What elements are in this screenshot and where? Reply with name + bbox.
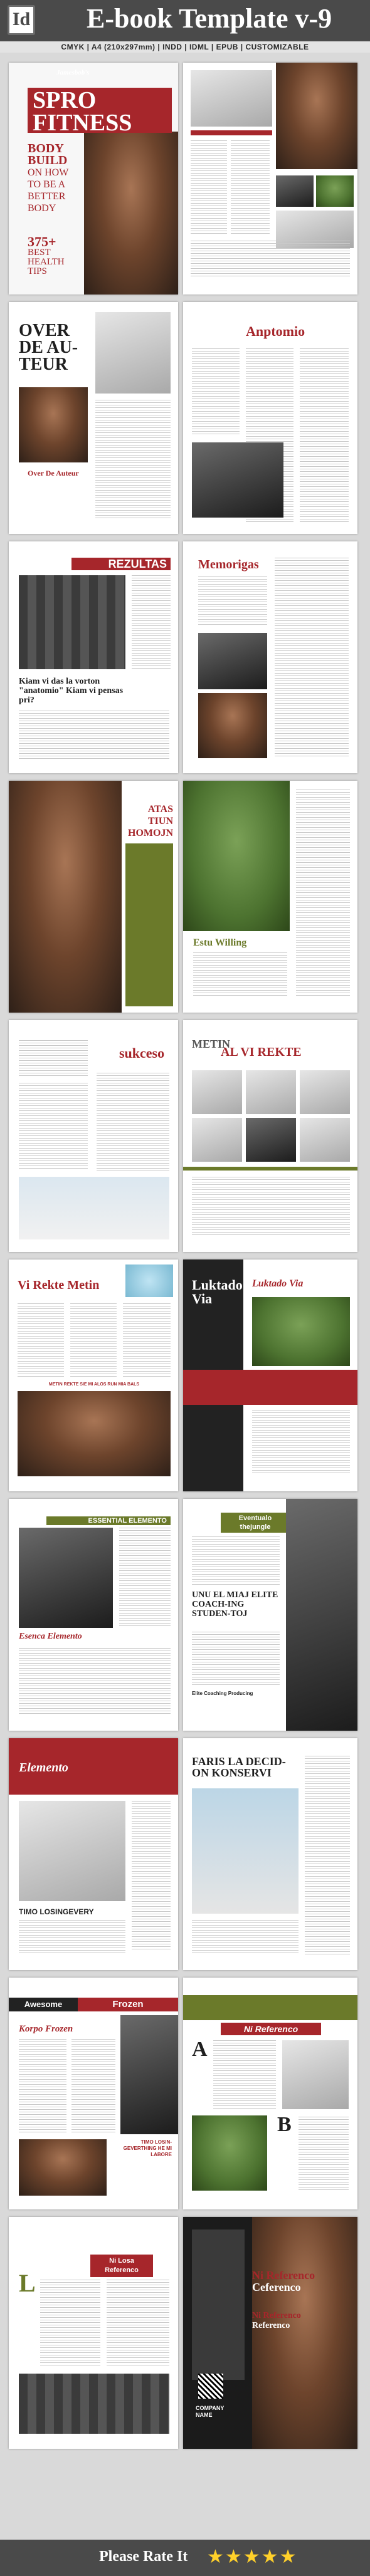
cover-tips-2: HEALTH — [28, 257, 65, 267]
p17-title: Korpo Frozen — [19, 2024, 73, 2034]
p10-heading-2: AL VI REKTE — [221, 1045, 302, 1059]
p5-sidebar — [132, 575, 171, 669]
contents-thumb-1 — [276, 175, 314, 207]
p19-heading-1: Ni Losa — [109, 2257, 134, 2265]
p20-band — [252, 2311, 301, 2331]
p17-heading-text: Frozen — [112, 1999, 144, 2010]
preview-header — [0, 0, 370, 53]
cover-brand: Jamesbob's — [56, 69, 90, 76]
p9-col-1 — [19, 1083, 88, 1171]
cover-tips-block — [28, 236, 65, 276]
p9-heading: sukceso — [119, 1045, 165, 1061]
p3-caption: Over De Auteur — [28, 469, 79, 477]
p20-band-1: Ni Referenco — [252, 2311, 301, 2320]
p16-col-right — [305, 1756, 350, 1955]
p18-heading-text: Ni Referenco — [243, 2024, 299, 2034]
p15-heading: Elemento — [19, 1761, 68, 1775]
p9-col-2 — [97, 1073, 169, 1173]
p12-yoga-photo — [252, 1297, 350, 1366]
p13-heading-text: ESSENTIAL ELEMENTO — [88, 1517, 167, 1525]
p17-col-1 — [19, 2039, 66, 2133]
p13-heading — [46, 1516, 171, 1525]
p3-title-3: TEUR — [19, 355, 68, 374]
p19-col-1 — [40, 2280, 100, 2367]
cover-title-block — [28, 87, 172, 136]
p7-sidebar — [125, 843, 173, 1006]
page-eventualo — [183, 1499, 357, 1731]
cover-sub-1: BODY — [28, 142, 64, 155]
p11-bottles-photo — [125, 1265, 173, 1297]
p13-sidebar — [119, 1528, 171, 1628]
p6-photo-1 — [198, 633, 267, 689]
p20-model-photo — [252, 2217, 357, 2449]
p18-drop-b: B — [277, 2113, 292, 2136]
contents-notes — [191, 241, 350, 278]
p6-body-top — [198, 576, 267, 627]
p18-heading — [221, 2023, 321, 2035]
p20-title — [252, 2270, 315, 2293]
p13-boxing-photo — [19, 1528, 113, 1628]
p18-drop-a: A — [192, 2038, 208, 2061]
page-atas-tiun — [9, 781, 178, 1013]
rate-label[interactable]: Please Rate It — [99, 2548, 188, 2565]
p3-body — [95, 400, 171, 519]
contents-bar — [191, 130, 272, 135]
cover-sub-2: BUILD — [28, 154, 68, 167]
p8-yoga-photo — [183, 781, 290, 931]
p20-qr-code-icon — [198, 2374, 223, 2399]
p14-col — [192, 1536, 280, 1587]
p12-heading-1: Luktado — [192, 1277, 243, 1293]
p17-tag — [9, 1998, 78, 2011]
p20-side-strip — [192, 2229, 245, 2380]
p17-bottom-photo — [19, 2139, 107, 2196]
page-metin-al-vi-rekte — [183, 1020, 357, 1252]
p5-headline: Kiam vi das la vorton "anatomio" Kiam vi pensas pri? — [19, 677, 124, 705]
p17-boxer-photo — [120, 2015, 178, 2134]
p20-label — [196, 2405, 224, 2419]
cover-tips-number: 375+ — [28, 234, 56, 249]
p19-col-2 — [107, 2280, 169, 2367]
p10-equipment-3 — [300, 1070, 350, 1114]
p12-body — [252, 1410, 350, 1475]
p4-col-3 — [300, 348, 349, 524]
contents-list — [191, 140, 227, 234]
p10-equipment-5 — [246, 1118, 296, 1162]
page-rezultas — [9, 541, 178, 773]
p14-body — [192, 1632, 280, 1686]
p6-col-right — [275, 558, 349, 758]
page-contents — [183, 63, 357, 295]
p6-heading: Memorigas — [198, 558, 259, 571]
page-ni-referenco — [183, 1978, 357, 2209]
p8-col-right — [296, 790, 350, 996]
p5-heading — [71, 558, 171, 570]
p15-caption: TIMO LOSINGEVERY — [19, 1907, 94, 1916]
p11-band: METIN REKTE SIE MI ALOS RUN MIA BALS — [48, 1382, 140, 1387]
page-ni-losa-referenco — [9, 2217, 178, 2449]
cover-sub-4: TO BE A — [28, 179, 66, 190]
page-cover — [9, 63, 178, 295]
p18-intro-band — [183, 1995, 357, 2020]
p11-class-photo — [18, 1391, 171, 1476]
p14-athlete-photo — [286, 1499, 357, 1731]
cover-athlete-photo — [84, 132, 178, 295]
p11-heading: Vi Rekte Metin — [18, 1278, 100, 1292]
p8-caption: Estu Willing — [193, 937, 247, 948]
p9-intro — [19, 1040, 88, 1078]
contents-thumb-2 — [316, 175, 354, 207]
page-elemento — [9, 1738, 178, 1970]
p18-top-photo — [282, 2040, 349, 2109]
p16-runner-photo — [192, 1788, 299, 1914]
p17-heading — [78, 1998, 178, 2011]
cover-title-line1: SPRO — [33, 87, 97, 113]
p10-equipment-6 — [300, 1118, 350, 1162]
p20-label-2: NAME — [196, 2412, 213, 2418]
contents-model-photo — [276, 63, 357, 169]
cover-tips-1: BEST — [28, 248, 51, 258]
page-frozen — [9, 1978, 178, 2209]
p20-title-1: Ni Referenco — [252, 2269, 315, 2281]
p20-band-2: Referenco — [252, 2321, 290, 2330]
p4-title: Anptomio — [246, 323, 305, 339]
p13-body — [19, 1648, 171, 1716]
p11-col-3 — [123, 1303, 171, 1379]
page-over-de-auteur — [9, 302, 178, 534]
p3-title-2: DE AU- — [19, 338, 78, 357]
p15-bike-photo — [19, 1801, 125, 1901]
page-anptomio — [183, 302, 357, 534]
preview-footer — [0, 2540, 370, 2576]
p4-col-1 — [192, 348, 240, 436]
p3-title — [19, 322, 78, 373]
p19-heading — [90, 2255, 153, 2277]
author-action-photo — [19, 387, 88, 462]
page-essential-elemento — [9, 1499, 178, 1731]
format-strip: CMYK | A4 (210x297mm) | INDD | IDML | EPUB | CUSTOMIZABLE — [0, 41, 370, 53]
p12-title: Luktado Via — [252, 1278, 304, 1289]
p14-headline: UNU EL MIAJ ELITE COACH-ING STUDEN-TOJ — [192, 1590, 278, 1619]
cover-sub-6: BODY — [28, 203, 56, 214]
p17-col-2 — [71, 2039, 115, 2133]
p4-athlete-photo — [192, 442, 283, 518]
page-luktado-via — [183, 1259, 357, 1491]
p5-heading-text: REZULTAS — [108, 558, 167, 570]
star-rating-icon[interactable]: ★★★★★ — [207, 2547, 298, 2567]
p16-body — [192, 1920, 299, 1955]
p3-title-1: OVER — [19, 321, 70, 340]
p20-label-1: COMPANY — [196, 2405, 225, 2411]
p7-title-1: ATAS — [147, 804, 173, 815]
p13-caption: Esenca Elemento — [19, 1632, 82, 1641]
cover-sub-3: ON HOW — [28, 167, 69, 178]
indesign-logo-icon: Id — [8, 5, 35, 35]
p15-sidebar — [132, 1801, 171, 1951]
page-faris-la-decidon — [183, 1738, 357, 1970]
cover-tips-3: TIPS — [28, 266, 47, 276]
contents-list-2 — [231, 140, 270, 234]
p11-col-1 — [18, 1303, 64, 1379]
p17-tag-text: Awesome — [24, 2000, 63, 2009]
p12-heading — [192, 1278, 243, 1306]
p7-title-2: TIUN — [147, 816, 173, 827]
p8-body — [193, 952, 287, 996]
p20-title-2: Ceferenco — [252, 2281, 301, 2293]
product-title: E-book Template v-9 — [87, 3, 332, 34]
p17-caption: TIMO LOSIN- GEVERTHING HE MI LABORE — [123, 2139, 172, 2157]
p5-gym-photo — [19, 575, 125, 669]
p19-heading-2: Referenco — [105, 2266, 139, 2274]
p12-red-strip — [183, 1370, 357, 1405]
author-photo — [95, 312, 171, 394]
p14-heading-2: thejungle — [240, 1523, 271, 1531]
p12-heading-2: Via — [192, 1291, 213, 1306]
page-vi-rekte-metin — [9, 1259, 178, 1491]
p19-barbell-photo — [19, 2374, 169, 2434]
p9-runner-photo — [19, 1177, 169, 1239]
p18-col-1 — [213, 2040, 276, 2109]
p18-bottom-photo — [192, 2115, 267, 2191]
p19-drop: L — [19, 2269, 36, 2297]
page-back-cover — [183, 2217, 357, 2449]
page-sukceso — [9, 1020, 178, 1252]
cover-title-line2: FITNESS — [33, 110, 132, 136]
p10-equipment-4 — [192, 1118, 242, 1162]
p10-band — [183, 1167, 357, 1171]
p10-equipment-2 — [246, 1070, 296, 1114]
p11-col-2 — [70, 1303, 117, 1379]
p5-body — [19, 711, 169, 761]
p6-photo-2 — [198, 693, 267, 758]
cover-sub-5: BETTER — [28, 191, 66, 202]
p10-heading-1: METIN — [192, 1038, 231, 1050]
p7-title — [97, 802, 178, 840]
p7-title-3: HOMOJN — [128, 828, 173, 838]
p16-headline: FARIS LA DECID-ON KONSERVI — [192, 1755, 286, 1779]
p18-col-2 — [299, 2117, 349, 2191]
dumbbells-photo — [191, 70, 272, 127]
p14-caption: Elite Coaching Producing — [192, 1691, 253, 1696]
page-estu-willing — [183, 781, 357, 1013]
cover-subtitle — [28, 143, 68, 214]
p14-heading-1: Eventualo — [238, 1515, 272, 1522]
p14-heading — [221, 1513, 290, 1533]
p10-equipment-1 — [192, 1070, 242, 1114]
page-memorigas — [183, 541, 357, 773]
p10-body — [192, 1177, 350, 1237]
p15-body — [19, 1920, 125, 1955]
